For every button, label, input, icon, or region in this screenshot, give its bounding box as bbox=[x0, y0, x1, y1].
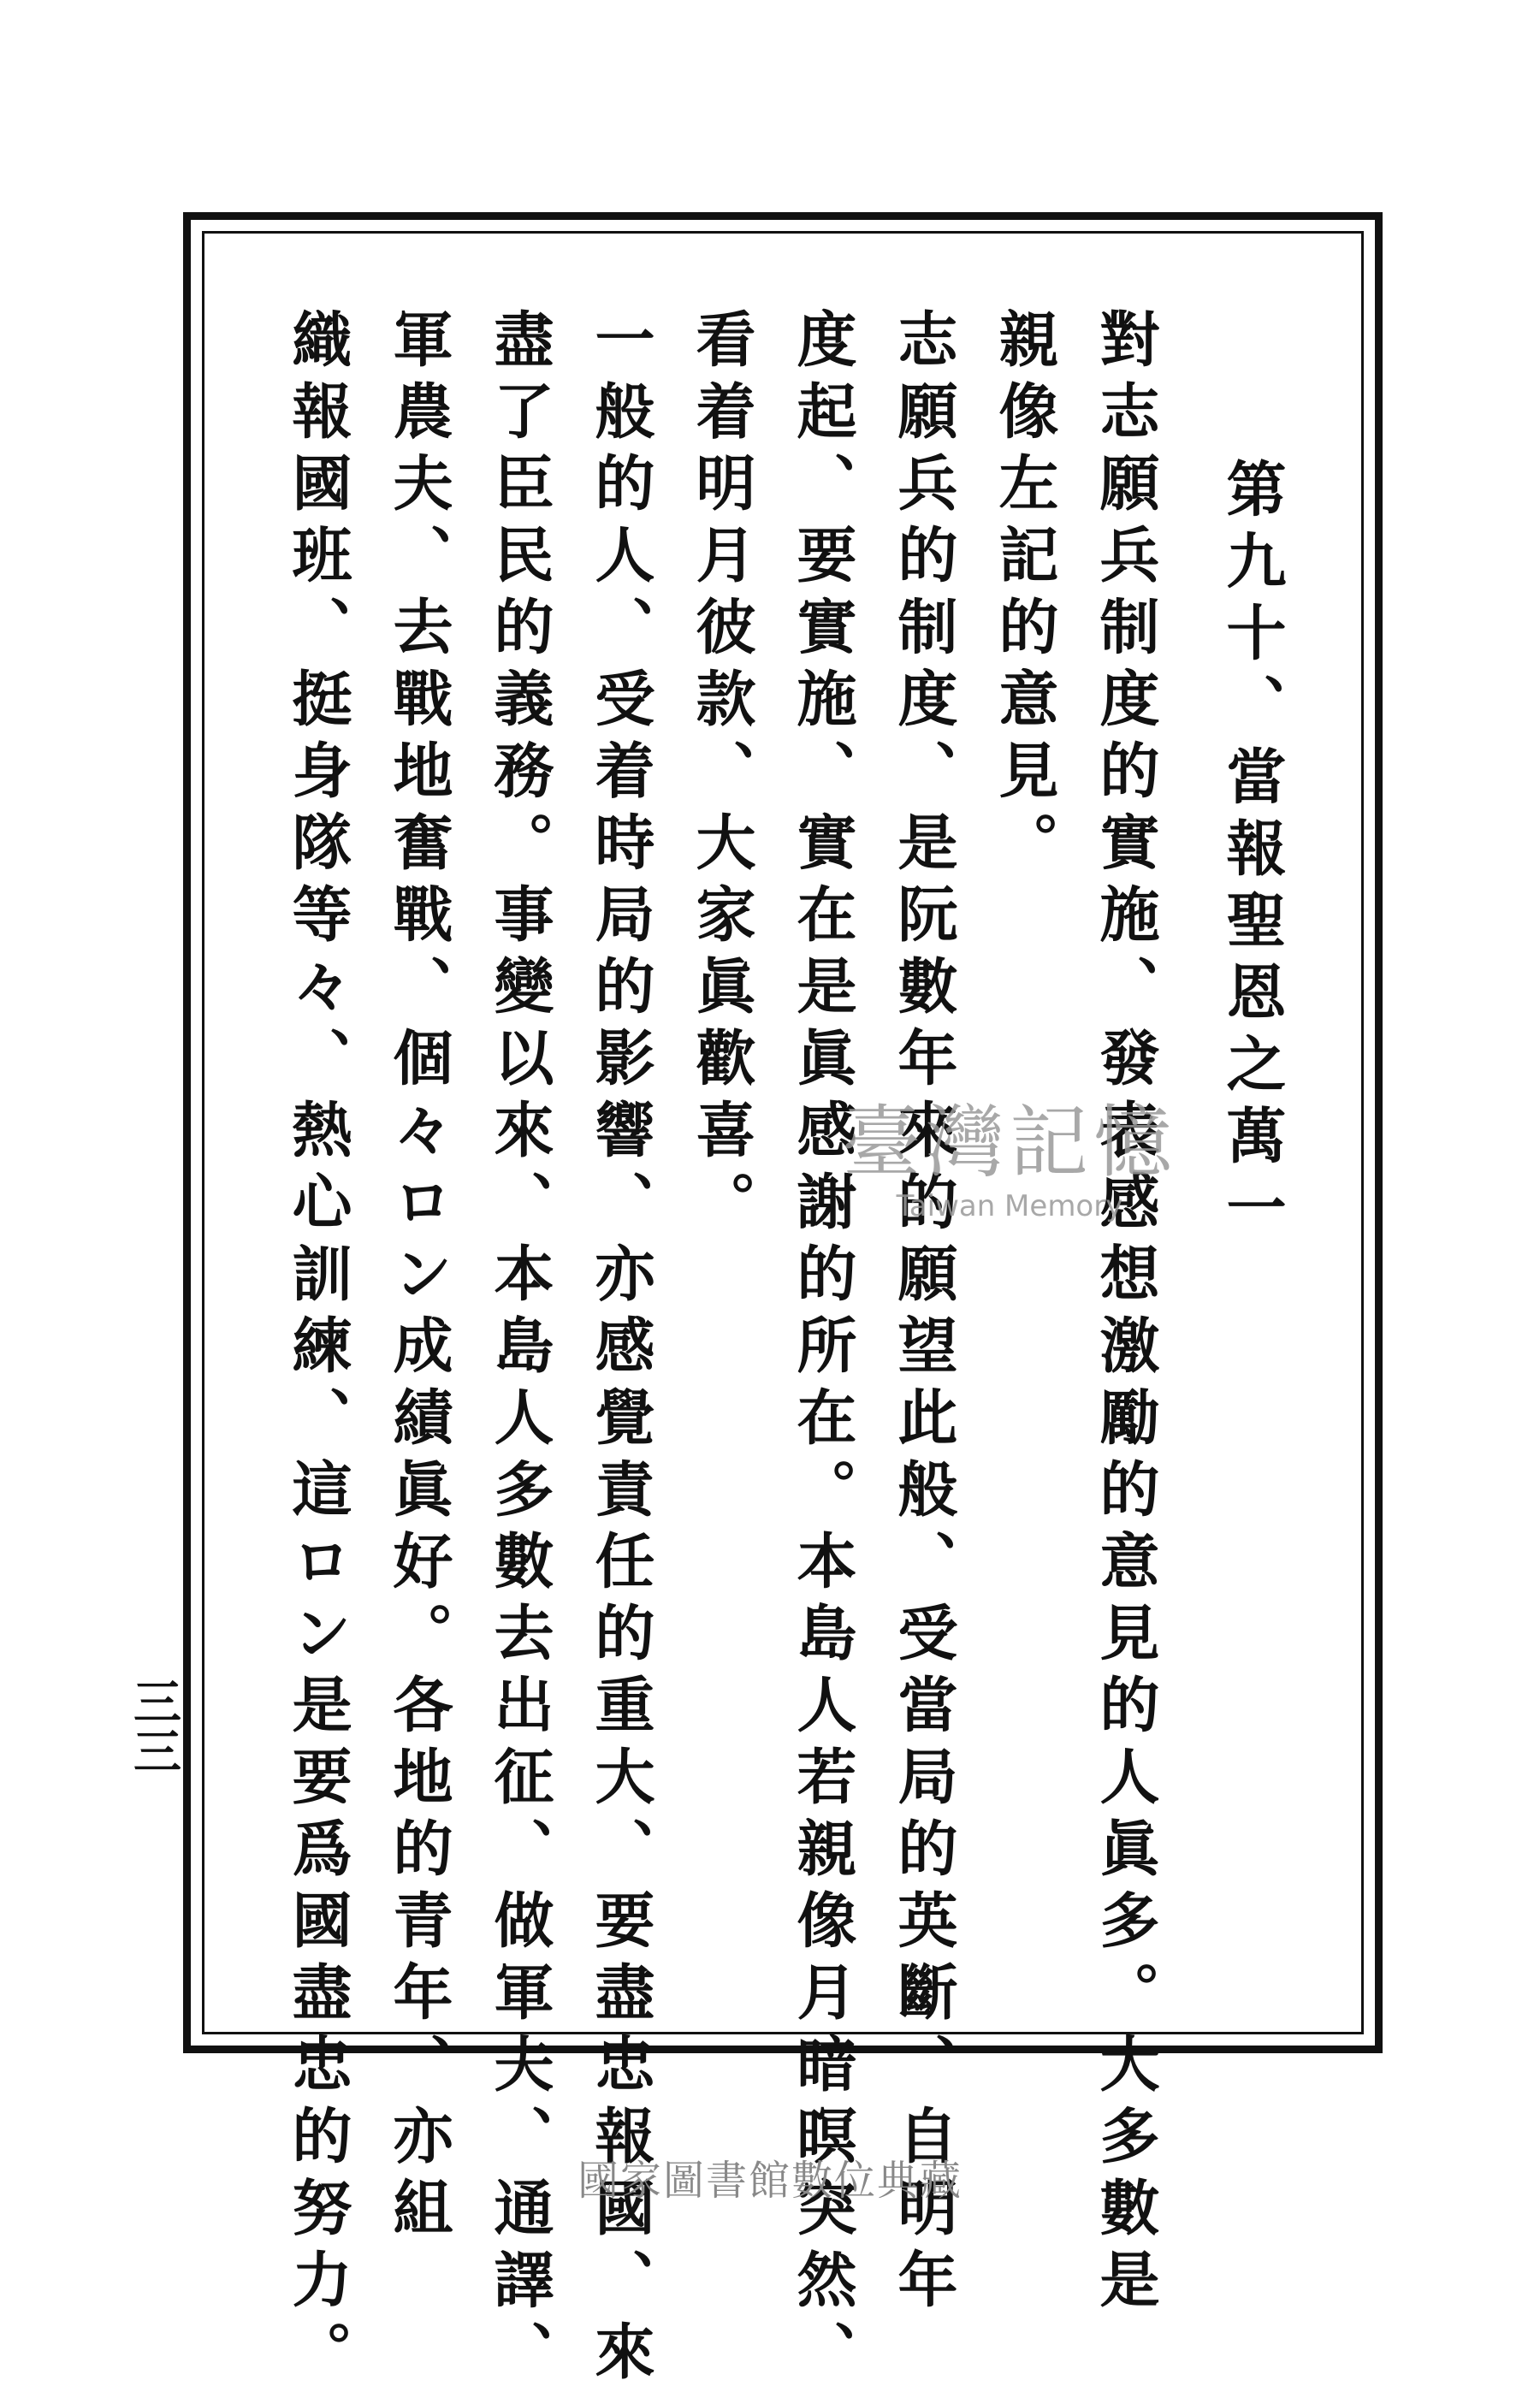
text-column-9: 織報國班、挺身隊等々、熱心訓練、這ロン是要爲國盡忠的努力。 bbox=[282, 308, 353, 2392]
lesson-title: 第九十、當報聖恩之萬一 bbox=[1217, 458, 1288, 1248]
footer-credit: 國家圖書館數位典藏 bbox=[577, 2157, 962, 2205]
watermark bbox=[770, 1097, 1249, 1223]
text-column-5: 看着明月彼款、大家眞歡喜。 bbox=[686, 308, 757, 1242]
text-column-7: 盡了臣民的義務。事變以來、本島人多數去出征、做軍夫、通譯、 bbox=[484, 308, 555, 2392]
text-column-6: 一般的人、受着時局的影響、亦感覺責任的重大、要盡忠報國、來 bbox=[585, 308, 656, 2392]
text-column-1: 對志願兵制度的實施、發表感想激勵的意見的人眞多。大多數是 bbox=[1090, 308, 1161, 2320]
text-column-8: 軍農夫、去戰地奮戰、個々ロン成績眞好。各地的青年、亦組 bbox=[383, 308, 454, 2248]
text-column-3: 志願兵的制度、是阮數年來的願望此般、受當局的英斷、自明年 bbox=[888, 308, 959, 2320]
page-number: 三三 bbox=[126, 1677, 182, 1776]
watermark-english: Taiwan Memory bbox=[896, 1189, 1123, 1223]
text-column-2: 親像左記的意見。 bbox=[989, 308, 1060, 883]
text-column-4: 度起、要實施、實在是眞感謝的所在。本島人若親像月暗暝突然、 bbox=[787, 308, 858, 2392]
watermark-chinese: 臺灣記憶 bbox=[841, 1097, 1177, 1188]
